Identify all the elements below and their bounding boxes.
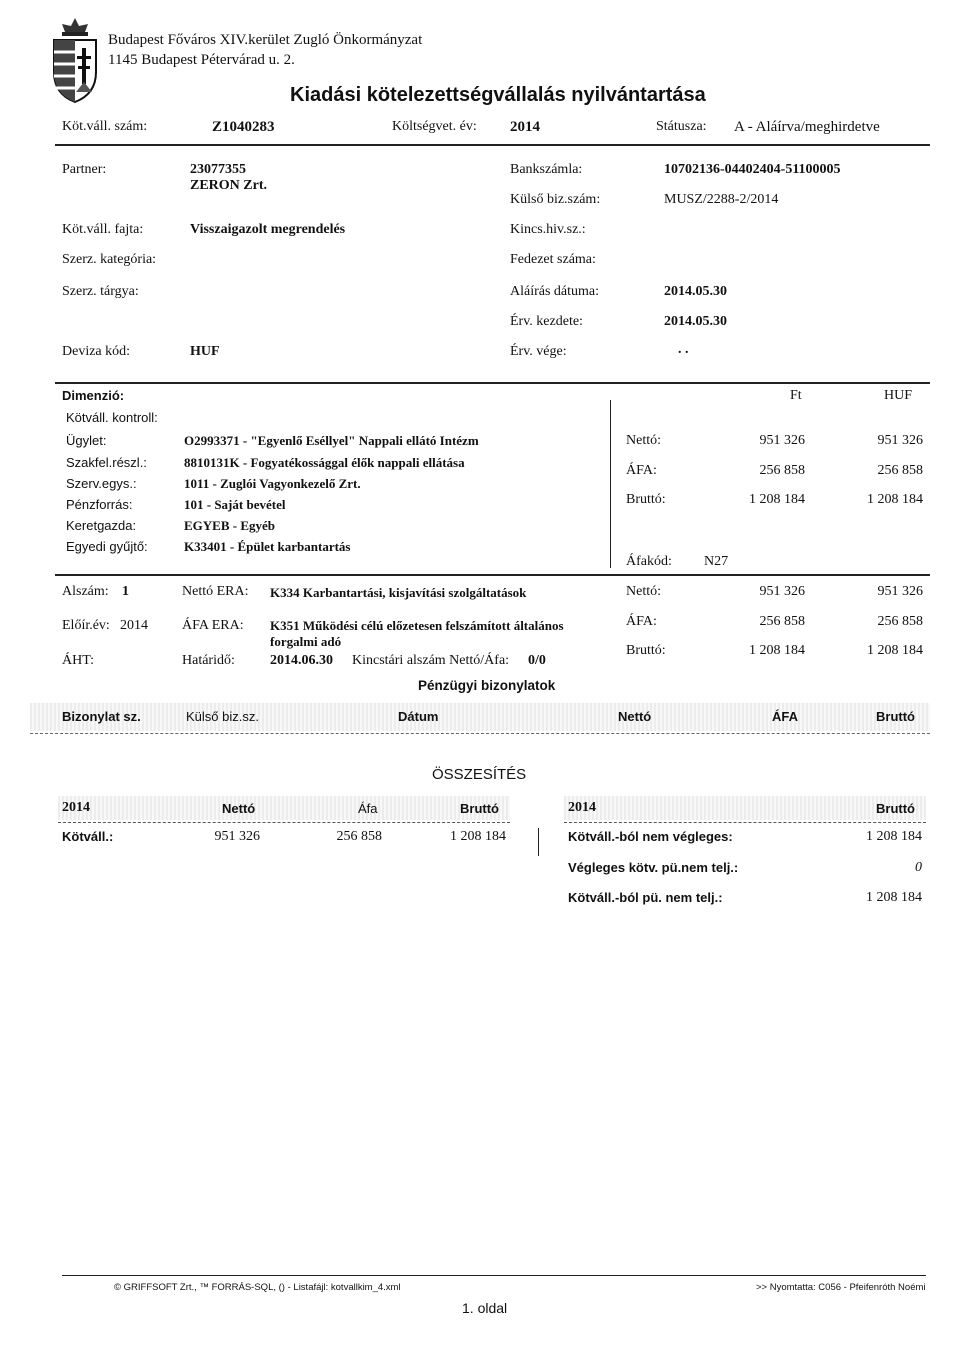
afa-era-value-cont: forgalmi adó bbox=[270, 634, 342, 649]
dim-netto-huf: 951 326 bbox=[877, 433, 923, 448]
alszam-brutto-ft: 1 208 184 bbox=[749, 643, 805, 658]
divider-alszam bbox=[55, 574, 930, 576]
egyedi-value: K33401 - Épület karbantartás bbox=[184, 539, 351, 554]
bankszamla-label: Bankszámla: bbox=[510, 162, 583, 177]
fedezet-label: Fedezet száma: bbox=[510, 252, 596, 267]
penzugyi-col-kulso: Külső biz.sz. bbox=[186, 709, 259, 724]
nem-vegleges-label: Kötváll.-ból nem végleges: bbox=[568, 829, 733, 844]
szerv-label: Szerv.egys.: bbox=[66, 476, 137, 491]
hatarido-value: 2014.06.30 bbox=[270, 653, 333, 668]
kontroll-label: Kötváll. kontroll: bbox=[66, 410, 158, 425]
dimenzio-title: Dimenzió: bbox=[62, 388, 125, 403]
kotvall-value: Z1040283 bbox=[212, 119, 275, 135]
alszam-netto-huf: 951 326 bbox=[877, 584, 923, 599]
aht-label: ÁHT: bbox=[62, 653, 94, 668]
osszesites-left-header-bar bbox=[58, 796, 510, 820]
osszesites-right-year: 2014 bbox=[568, 800, 596, 815]
dim-afa-huf: 256 858 bbox=[877, 463, 923, 478]
dim-netto-label: Nettó: bbox=[626, 433, 661, 448]
penzugyi-header-line bbox=[30, 733, 930, 734]
osszesites-right-brutto: Bruttó bbox=[876, 801, 915, 816]
koltsegvet-label: Költségvet. év: bbox=[392, 119, 477, 134]
vegleges-label: Végleges kötv. pü.nem telj.: bbox=[568, 860, 739, 875]
alszam-brutto-label: Bruttó: bbox=[626, 643, 666, 658]
footer-left: © GRIFFSOFT Zrt., ™ FORRÁS-SQL, () - Listafájl: kotvallkim_4.xml bbox=[114, 1282, 401, 1293]
penzugyi-col-datum: Dátum bbox=[398, 709, 439, 724]
penzugyi-col-brutto: Bruttó bbox=[876, 709, 915, 724]
kincstari-text: Kincstári alszám Nettó/Áfa: bbox=[352, 653, 510, 668]
targya-label: Szerz. tárgya: bbox=[62, 284, 139, 299]
penzugyi-col-bizonylat: Bizonylat sz. bbox=[62, 709, 141, 724]
erv-vege-value: . . bbox=[678, 342, 689, 357]
keretgazda-value: EGYEB - Egyéb bbox=[184, 518, 276, 533]
szerv-value: 1011 - Zuglói Vagyonkezelő Zrt. bbox=[184, 476, 361, 491]
kotvall-row-label: Kötváll.: bbox=[62, 829, 114, 844]
penzugyi-col-netto: Nettó bbox=[618, 709, 652, 724]
bankszamla-value: 10702136-04402404-51100005 bbox=[664, 162, 841, 177]
vegleges-value: 0 bbox=[915, 860, 922, 875]
alszam-value: 1 bbox=[122, 584, 129, 599]
kincstari-value: 0/0 bbox=[528, 653, 546, 668]
fajta-label: Köt.váll. fajta: bbox=[62, 222, 144, 237]
osszesites-divider bbox=[538, 828, 539, 856]
erv-kezdete-value: 2014.05.30 bbox=[664, 314, 727, 329]
coat-of-arms-logo bbox=[48, 14, 102, 106]
afa-era-label: ÁFA ERA: bbox=[182, 618, 244, 633]
dim-afa-ft: 256 858 bbox=[759, 463, 805, 478]
eloir-value: 2014 bbox=[120, 618, 148, 633]
osszesites-left-afa: Áfa bbox=[358, 801, 378, 816]
erv-vege-label: Érv. vége: bbox=[510, 344, 567, 359]
alszam-afa-label: ÁFA: bbox=[626, 614, 657, 629]
penzugyi-col-afa: ÁFA bbox=[772, 709, 798, 724]
afakod-label: Áfakód: bbox=[626, 554, 672, 569]
dimenzio-col-ft: Ft bbox=[790, 388, 802, 403]
partner-name: ZERON Zrt. bbox=[190, 178, 267, 193]
osszesites-left-year: 2014 bbox=[62, 800, 90, 815]
org-address: 1145 Budapest Pétervárad u. 2. bbox=[108, 52, 295, 68]
kincs-label: Kincs.hiv.sz.: bbox=[510, 222, 586, 237]
penzforras-label: Pénzforrás: bbox=[66, 497, 133, 512]
divider-dimenzio bbox=[55, 382, 930, 384]
kulso-value: MUSZ/2288-2/2014 bbox=[664, 192, 779, 207]
ugylet-label: Ügylet: bbox=[66, 433, 107, 448]
alszam-brutto-huf: 1 208 184 bbox=[867, 643, 923, 658]
dim-brutto-ft: 1 208 184 bbox=[749, 492, 805, 507]
alszam-netto-ft: 951 326 bbox=[759, 584, 805, 599]
afa-era-value: K351 Működési célú előzetesen felszámított általános bbox=[270, 618, 564, 633]
osszesites-left-netto: Nettó bbox=[222, 801, 256, 816]
footer-line bbox=[62, 1275, 926, 1276]
kotvall-row-netto: 951 326 bbox=[214, 829, 260, 844]
alszam-label: Alszám: bbox=[62, 584, 109, 599]
kotvall-row-brutto: 1 208 184 bbox=[450, 829, 506, 844]
pu-nem-telj-value: 1 208 184 bbox=[866, 890, 922, 905]
penzforras-value: 101 - Saját bevétel bbox=[184, 497, 286, 512]
dim-brutto-label: Bruttó: bbox=[626, 492, 666, 507]
szakfel-label: Szakfel.részl.: bbox=[66, 455, 147, 470]
footer-right: >> Nyomtatta: C056 - Pfeifenróth Noémi bbox=[756, 1282, 926, 1293]
pu-nem-telj-label: Kötváll.-ból pü. nem telj.: bbox=[568, 890, 723, 905]
alairas-value: 2014.05.30 bbox=[664, 284, 727, 299]
deviza-label: Deviza kód: bbox=[62, 344, 131, 359]
alszam-netto-label: Nettó: bbox=[626, 584, 661, 599]
dim-afa-label: ÁFA: bbox=[626, 463, 657, 478]
netto-era-label: Nettó ERA: bbox=[182, 584, 249, 599]
ugylet-value: O2993371 - "Egyenlő Eséllyel" Nappali ellátó Intézm bbox=[184, 433, 479, 448]
eloir-label: Előír.év: bbox=[62, 618, 110, 633]
afakod-value: N27 bbox=[704, 554, 729, 569]
kotvall-label: Köt.váll. szám: bbox=[62, 119, 148, 134]
divider-top bbox=[55, 144, 930, 146]
osszesites-right-line bbox=[564, 822, 926, 823]
osszesites-title: ÖSSZESÍTÉS bbox=[432, 766, 527, 783]
statusz-label: Státusza: bbox=[656, 119, 707, 134]
kategoria-label: Szerz. kategória: bbox=[62, 252, 157, 267]
org-name: Budapest Főváros XIV.kerület Zugló Önkormányzat bbox=[108, 32, 423, 48]
dimenzio-vline bbox=[610, 400, 611, 568]
dim-brutto-huf: 1 208 184 bbox=[867, 492, 923, 507]
kulso-label: Külső biz.szám: bbox=[510, 192, 601, 207]
page-number: 1. oldal bbox=[462, 1300, 508, 1316]
statusz-value: A - Aláírva/meghirdetve bbox=[734, 119, 880, 135]
koltsegvet-value: 2014 bbox=[510, 119, 540, 135]
alszam-afa-huf: 256 858 bbox=[877, 614, 923, 629]
page-title: Kiadási kötelezettségvállalás nyilvántartása bbox=[290, 84, 706, 106]
netto-era-value: K334 Karbantartási, kisjavítási szolgáltatások bbox=[270, 585, 527, 600]
alairas-label: Aláírás dátuma: bbox=[510, 284, 600, 299]
keretgazda-label: Keretgazda: bbox=[66, 518, 137, 533]
kotvall-row-afa: 256 858 bbox=[336, 829, 382, 844]
penzugyi-title: Pénzügyi bizonylatok bbox=[418, 678, 556, 693]
hatarido-label: Határidő: bbox=[182, 653, 235, 668]
osszesites-left-line bbox=[58, 822, 510, 823]
osszesites-left-brutto: Bruttó bbox=[460, 801, 499, 816]
dim-netto-ft: 951 326 bbox=[759, 433, 805, 448]
dimenzio-col-huf: HUF bbox=[884, 388, 913, 403]
partner-label: Partner: bbox=[62, 162, 107, 177]
erv-kezdete-label: Érv. kezdete: bbox=[510, 314, 583, 329]
osszesites-right-header-bar bbox=[564, 796, 926, 820]
nem-vegleges-value: 1 208 184 bbox=[866, 829, 922, 844]
deviza-value: HUF bbox=[190, 344, 220, 359]
egyedi-label: Egyedi gyűjtő: bbox=[66, 539, 148, 554]
partner-id: 23077355 bbox=[190, 162, 246, 177]
szakfel-value: 8810131K - Fogyatékossággal élők nappali ellátása bbox=[184, 455, 465, 470]
fajta-value: Visszaigazolt megrendelés bbox=[190, 222, 346, 237]
alszam-afa-ft: 256 858 bbox=[759, 614, 805, 629]
